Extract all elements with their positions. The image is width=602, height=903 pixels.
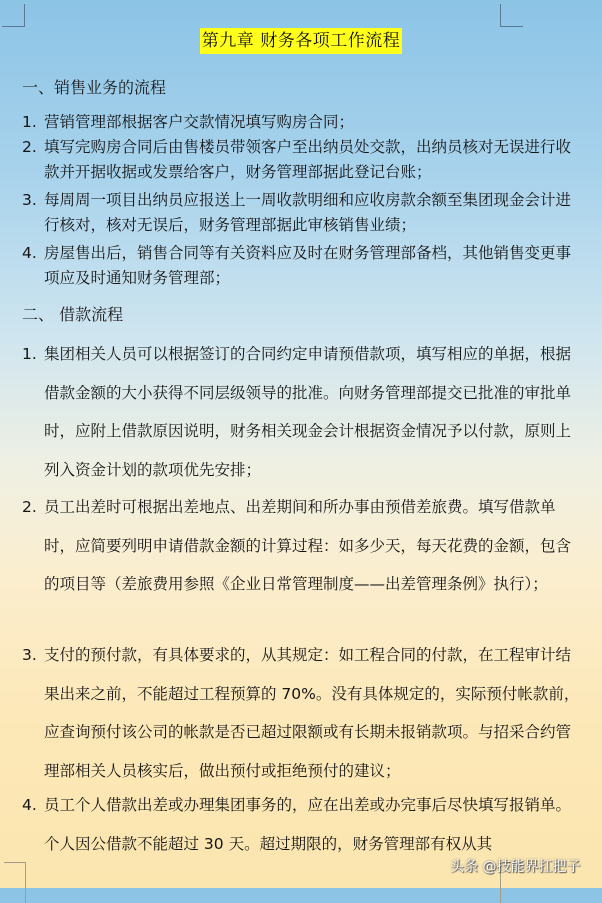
- item-text: 填写完购房合同后由售楼员带领客户至出纳员处交款，出纳员核对无误进行收款并开据收据或发票给客户，财务管理部据此登记台账；: [44, 138, 572, 181]
- item-number: 1.: [22, 113, 37, 131]
- item-text: 房屋售出后，销售合同等有关资料应及时在财务管理部备档，其他销售变更事项应及时通知财务管理部；: [44, 244, 572, 287]
- item-text: 集团相关人员可以根据签订的合同约定申请预借款项，填写相应的单据，根据借款金额的大小获得不同层级领导的批准。向财务管理部提交已批准的审批单时，应附上借款原因说明，财务相关现金会计根据资金情况予以付款，原则上列入资金计划的款项优先安排；: [44, 345, 572, 479]
- list-item: [22, 636, 582, 790]
- item-text: 员工出差时可根据出差地点、出差期间和所办事由预借差旅费。填写借款单时，应简要列明申请借款金额的计算过程：如多少天，每天花费的金额，包含的项目等（差旅费用参照《企业日常管理制度——出差管理条例》执行）；: [44, 498, 572, 593]
- list-item: [22, 241, 582, 291]
- item-number: 4.: [22, 796, 37, 814]
- item-number: 4.: [22, 244, 37, 262]
- list-item: [22, 188, 582, 238]
- item-text: 营销管理部根据客户交款情况填写购房合同；: [44, 113, 355, 131]
- list-item: [22, 110, 582, 135]
- item-text: 支付的预付款，有具体要求的，从其规定：如工程合同的付款，在工程审计结果出来之前，不能超过工程预算的 70%。没有具体规定的，实际预付帐款前，应查询预付该公司的帐款是否已超过限额或有长期未报销款项。与招采合约管理部相关人员核实后，做出预付或拒绝预付的建议；: [44, 646, 580, 780]
- item-text: 员工个人借款出差或办理集团事务的，应在出差或办完事后尽快填写报销单。个人因公借款不能超过 30 天。超过期限的，财务管理部有权从其: [44, 796, 572, 853]
- section-heading-loans: 二、 借款流程: [22, 305, 124, 324]
- list-item: [22, 488, 582, 604]
- page-corner-mark-top-right: [500, 4, 523, 27]
- list-item: [22, 335, 582, 489]
- list-item: [22, 135, 582, 185]
- item-number: 1.: [22, 345, 37, 363]
- section-heading-sales: 一、销售业务的流程: [22, 78, 167, 97]
- chapter-title: 第九章 财务各项工作流程: [200, 28, 402, 54]
- item-number: 3.: [22, 646, 37, 664]
- page-corner-mark-top-left: [2, 4, 25, 27]
- list-item: [22, 786, 582, 863]
- item-text: 每周周一项目出纳员应报送上一周收款明细和应收房款余额至集团现金会计进行核对，核对无误后，财务管理部据此审核销售业绩；: [44, 191, 572, 234]
- title-container: [0, 28, 602, 54]
- item-number: 2.: [22, 138, 37, 156]
- item-number: 3.: [22, 191, 37, 209]
- page-corner-mark-bottom-left: [4, 862, 26, 903]
- item-number: 2.: [22, 498, 37, 516]
- source-watermark: 头条 @技能界扛把子: [450, 859, 581, 875]
